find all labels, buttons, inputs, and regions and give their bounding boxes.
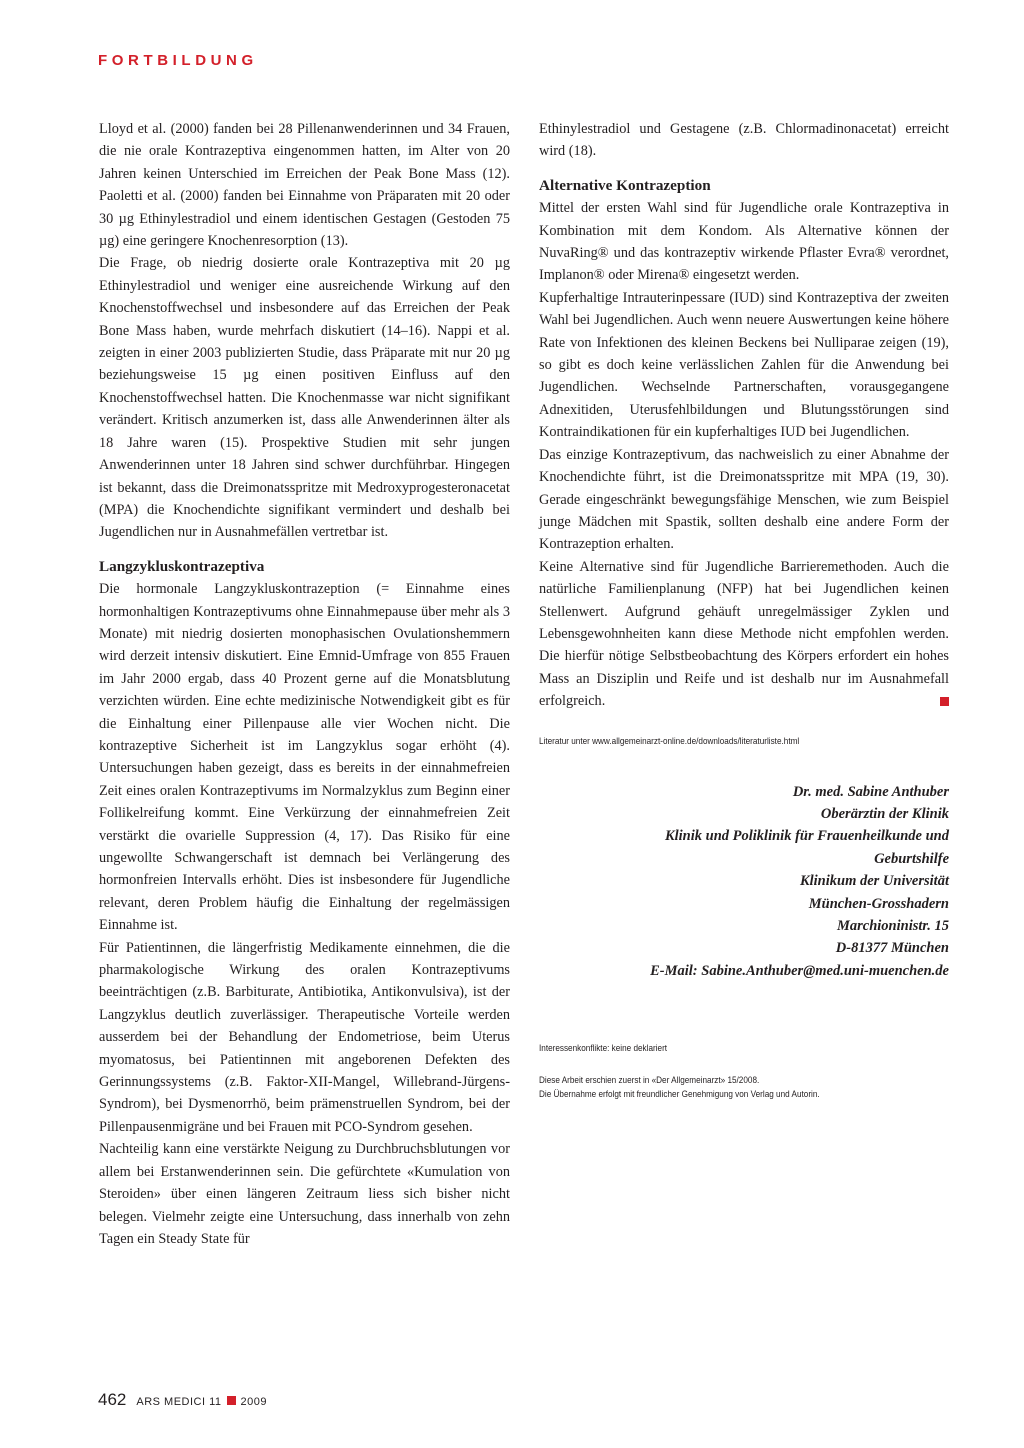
right-column [539, 118, 949, 1102]
paragraph: Das einzige Kontrazeptivum, das nachweislich zu einer Abnahme der Knochendichte führt, ist die Dreimonatsspritze mit MPA (19, 30). Gerade eingeschränkt bewegungsfähige Menschen, wie zum Beispiel junge Mädchen mit Spastik, sollten deshalb eine andere Form der Kontrazeption erhalten. [539, 446, 949, 553]
author-email: E-Mail: Sabine.Anthuber@med.uni-muenchen.de [650, 962, 949, 979]
author-name: Dr. med. Sabine Anthuber [792, 783, 949, 800]
paragraph: Ethinylestradiol und Gestagene (z.B. Chlormadinonacetat) erreicht wird (18). [539, 121, 949, 160]
section-label: FORTBILDUNG [98, 52, 258, 69]
page-footer [98, 1390, 267, 1410]
paragraph-text: Keine Alternative sind für Jugendliche Barrieremethoden. Auch die natürliche Familienplanung (NFP) hat bei Jugendlichen keinen Stellenwert. Aufgrund gehäuft unregelmässiger Zyklen und Lebensgewohnheiten kann diese Methode nicht empfohlen werden. Die hierfür nötige Selbstbeobachtung des Körpers erfordert ein hohes Mass an Disziplin und Reife und ist deshalb nur im Ausnahmefall erfolgreich. [539, 558, 949, 710]
end-of-article-square-icon [940, 697, 949, 706]
paragraph: Mittel der ersten Wahl sind für Jugendliche orale Kontrazeptiva in Kombination mit dem Kondom. Als Alternative können der NuvaRing® und das kontrazeptiv wirkende Pflaster Evra® verordnet, Implanon® oder Mirena® eingesetzt werden. [539, 200, 949, 284]
section-heading: Alternative Kontrazeption [539, 176, 711, 194]
journal-year: 2009 [240, 1396, 268, 1408]
literature-note: Literatur unter www.allgemeinarzt-online.de/downloads/literaturliste.html [539, 735, 800, 747]
paragraph: Lloyd et al. (2000) fanden bei 28 Pillenanwenderinnen und 34 Frauen, die nie orale Kontrazeptiva eingenommen hatten, im Alter von 20 Jahren keinen Unterschied im Erreichen der Peak Bone Mass (12). Paoletti et al. (2000) fanden bei Einnahme von Präparaten mit 20 oder 30 µg Ethinylestradiol und einem identischen Gestagen (Gestoden 75 µg) eine geringere Knochenresorption (13). [99, 121, 510, 250]
left-column [99, 118, 510, 1250]
paragraph: Die Frage, ob niedrig dosierte orale Kontrazeptiva mit 20 µg Ethinylestradiol und weniger eine ausreichende Wirkung auf den Knochenstoffwechsel und insbesondere auf das Erreichen der Peak Bone Mass haben, wurde mehrfach diskutiert (14–16). Nappi et al. zeigten in einer 2003 publizierten Studie, dass Präparate mit nur 20 µg beziehungsweise 15 µg einen positiven Einfluss auf den Knochenstoffwechsel hatten. Die Knochenmasse war nicht signifikant verändert. Kritisch anzumerken ist, dass alle Anwenderinnen älter als 18 Jahre waren (15). Prospektive Studien mit sehr jungen Anwenderinnen unter 18 Jahren sind schwer durchführbar. Hingegen ist bekannt, dass die Dreimonatsspritze mit Medroxyprogesteronacetat (MPA) die Knochendichte signifikant vermindert und deshalb bei Jugendlichen nur in Ausnahmefällen vertretbar ist. [99, 255, 510, 541]
author-clinic: Klinik und Poliklinik für Frauenheilkunde und [664, 828, 949, 845]
author-street: Marchioninistr. 15 [836, 918, 949, 934]
page-number: 462 [98, 1390, 127, 1409]
paragraph: Für Patientinnen, die längerfristig Medikamente einnehmen, die die pharmakologische Wirkung des oralen Kontrazeptivums beeinträchtigen (z.B. Barbiturate, Antibiotika, Antikonvulsiva), ist der Langzyklus deutlich zuverlässiger. Therapeutische Vorteile werden ausserdem bei der Behandlung der Endometriose, beim Uterus myomatosus, bei Patientinnen mit angeborenen Defekten des Gerinnungssystems (z.B. Faktor-XII-Mangel, Willebrand-Jürgens-Syndrom), bei Dysmenorrhö, beim prämenstruellen Syndrom, bei der Pillenpausenmigräne und bei Frauen mit PCO-Syndrom gesehen. [99, 939, 510, 1135]
author-institution: München-Grosshadern [808, 895, 949, 912]
paragraph: Kupferhaltige Intrauterinpessare (IUD) sind Kontrazeptiva der zweiten Wahl bei Jugendlichen. Auch wenn neuere Auswertungen keine höhere Rate von Infektionen des kleinen Beckens bei Nulliparae zeigen (19), so gibt es doch keine verlässlichen Zahlen für die Anwendung bei Jugendlichen. Wechselnde Partnerschaften, vorausgegangene Adnexitiden, Uterusfehlbildungen und Blutungsstörungen sind Kontraindikationen für ein kupferhaltiges IUD bei Jugendlichen. [539, 289, 949, 441]
conflicts-note: Interessenkonflikte: keine deklariert [539, 1043, 668, 1055]
author-position: Oberärztin der Klinik [820, 805, 949, 822]
paragraph [539, 556, 949, 713]
section-heading: Langzykluskontrazeptiva [99, 557, 265, 575]
author-block [539, 781, 949, 983]
author-clinic: Geburtshilfe [874, 850, 949, 867]
journal-name: ARS MEDICI 11 [136, 1396, 222, 1408]
paragraph: Die hormonale Langzykluskontrazeption (= Einnahme eines hormonhaltigen Kontrazeptivums ohne Einnahmepause über mehr als 3 Monate) mit niedrig dosierten monophasischen Ovulationshemmern wird derzeit intensiv diskutiert. Eine Emnid-Umfrage von 855 Frauen im Jahr 2000 ergab, dass 40 Prozent gerne auf die Monatsblutung verzichten würden. Eine echte medizinische Notwendigkeit gibt es für die Einhaltung einer Pillenpause alle vier Wochen nicht. Die kontrazeptive Sicherheit ist im Langzyklus sogar erhöht (4). Untersuchungen haben gezeigt, dass es bereits in der einnahmefreien Zeit eines oralen Kontrazeptivums im Normalzyklus zum Beginn einer Follikelreifung kommt. Eine Verkürzung der einnahmefreien Zeit verstärkt die ovarielle Suppression (4, 17). Das Risiko für eine ungewollte Schwangerschaft ist demnach bei Verlängerung des hormonfreien Intervalls erhöht. Dies ist insbesondere für Jugendliche relevant, deren Problem häufig die Einhaltung der regelmässigen Einnahme ist. [99, 581, 510, 934]
paragraph: Nachteilig kann eine verstärkte Neigung zu Durchbruchsblutungen vor allem bei Erstanwenderinnen sein. Die gefürchtete «Kumulation von Steroiden» über einen längeren Zeitraum liess sich bisher nicht belegen. Vielmehr zeigte eine Untersuchung, dass innerhalb von zehn Tagen ein Steady State für [99, 1141, 510, 1247]
source-note: Die Übernahme erfolgt mit freundlicher Genehmigung von Verlag und Autorin. [539, 1089, 820, 1101]
separator-square-icon [227, 1396, 236, 1405]
author-institution: Klinikum der Universität [799, 873, 949, 890]
source-note: Diese Arbeit erschien zuerst in «Der Allgemeinarzt» 15/2008. [539, 1075, 760, 1087]
author-city: D-81377 München [835, 940, 949, 957]
